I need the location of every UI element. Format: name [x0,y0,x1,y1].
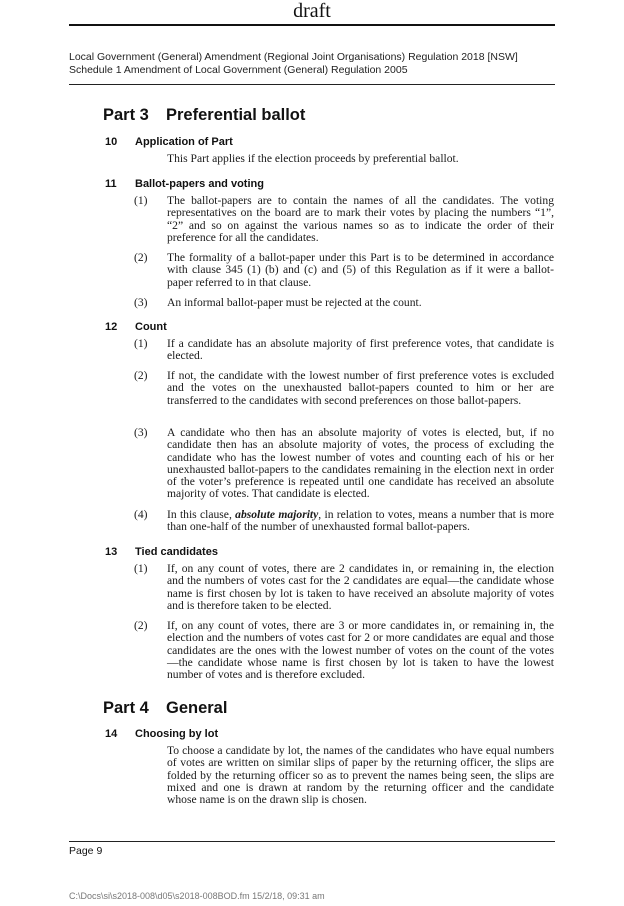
subclause-number: (1) [134,194,148,207]
subclause-number: (2) [134,619,148,632]
part-number: Part 4 [103,699,149,717]
subclause-number: (3) [134,426,148,439]
running-header-title: Local Government (General) Amendment (Regional Joint Organisations) Regulation 2018 [NSW] [69,51,518,63]
clause-number: 11 [105,178,117,190]
subclause-11-3 [134,297,554,309]
clause-number: 12 [105,321,118,333]
clause-14-text: To choose a candidate by lot, the names of the candidates who have equal numbers of votes are written on similar slips of paper by the returning officer, the slips are folded by the returning officer so as to prevent the names being seen, the slips are mixed and one is drawn at random by the returning officer and the candidate whose name is on the drawn slip is chosen. [167,744,554,807]
subclause-12-3 [134,427,554,501]
clause-11-heading [105,177,264,191]
defined-term: absolute majority [235,508,319,521]
subclause-text: If a candidate has an absolute majority of first preference votes, that candidate is elected. [167,337,554,363]
subclause-text: The ballot-papers are to contain the names of all the candidates. The voting representatives on the board are to mark their votes by placing the numbers “1”, “2” and so on against the various names so as to indicate the order of their preference for all the candidates. [167,194,554,244]
subclause-number: (4) [134,508,148,521]
subclause-text: If, on any count of votes, there are 3 or more candidates in, or remaining in, the election and the numbers of votes cast for 2 or more candidates are equal and those candidates are the ones with the lowest number of votes on the count of the votes—the candidate whose name is first chosen by lot is taken to have the lowest number of votes and is therefore excluded. [167,619,554,682]
clause-number: 10 [105,136,118,148]
subclause-number: (2) [134,251,148,264]
clause-number: 14 [105,728,118,740]
page-number: Page 9 [69,845,103,857]
clause-number: 13 [105,546,118,558]
clause-title: Count [135,321,167,333]
subclause-text: A candidate who then has an absolute majority of votes is elected, but, if no candidate then has an absolute majority of votes, the process of excluding the candidate who has the lowest number of votes and counting each of his or her unexhausted ballot-papers to the candidates remaining in the election next in order of the voter’s preference is repeated until one candidate has received an absolute majority of votes. That candidate is elected. [167,426,554,501]
part-4-heading [103,698,227,718]
file-path: C:\Docs\si\s2018-008\d05\s2018-008BOD.fm 15/2/18, 09:31 am [69,891,325,901]
subclause-11-1 [134,195,554,244]
subclause-text-pre: In this clause, [167,508,236,521]
part-number: Part 3 [103,106,149,124]
part-3-heading [103,105,305,125]
subclause-11-2 [134,252,554,289]
clause-title: Choosing by lot [135,728,219,740]
subclause-13-2 [134,620,554,681]
subclause-number: (2) [134,369,148,382]
clause-10-text: This Part applies if the election proceeds by preferential ballot. [167,152,459,165]
subclause-text-post: , in relation to votes, means a number that is more than one-half of the number of unexhausted formal ballot-papers. [167,508,554,534]
clause-10-heading [105,135,233,149]
subclause-number: (1) [134,337,148,350]
clause-title: Ballot-papers and voting [135,178,264,190]
subclause-12-1 [134,338,554,363]
part-title: General [166,699,228,717]
subclause-12-2 [134,370,554,407]
subclause-text: If not, the candidate with the lowest number of first preference votes is excluded and the votes on the unexhausted ballot-papers counted to him or her are transferred to the candidates with second preferences on those ballot-papers. [167,369,554,407]
running-header-schedule: Schedule 1 Amendment of Local Government (General) Regulation 2005 [69,64,408,76]
clause-title: Tied candidates [135,546,218,558]
top-rule [69,24,555,26]
clause-title: Application of Part [135,136,233,148]
clause-13-heading [105,545,218,559]
subclause-text: The formality of a ballot-paper under this Part is to be determined in accordance with clause 345 (1) (b) and (c) and (5) of this Regulation as if it were a ballot-paper referred to in that clause. [167,251,554,289]
subclause-12-4 [134,509,554,534]
draft-watermark: draft [293,0,331,22]
subclause-text: An informal ballot-paper must be rejected at the count. [167,296,422,309]
subclause-text [167,509,554,534]
footer-rule [69,841,555,842]
subclause-number: (1) [134,562,148,575]
subclause-13-1 [134,563,554,612]
subclause-number: (3) [134,296,148,309]
header-rule [69,84,555,85]
part-title: Preferential ballot [166,106,306,124]
subclause-text: If, on any count of votes, there are 2 candidates in, or remaining in, the election and the numbers of votes cast for the 2 candidates are equal—the candidate whose name is first chosen by lot is taken to have received an absolute majority of votes and is therefore taken to be elected. [167,562,554,612]
clause-12-heading [105,320,167,334]
clause-14-heading [105,727,218,741]
